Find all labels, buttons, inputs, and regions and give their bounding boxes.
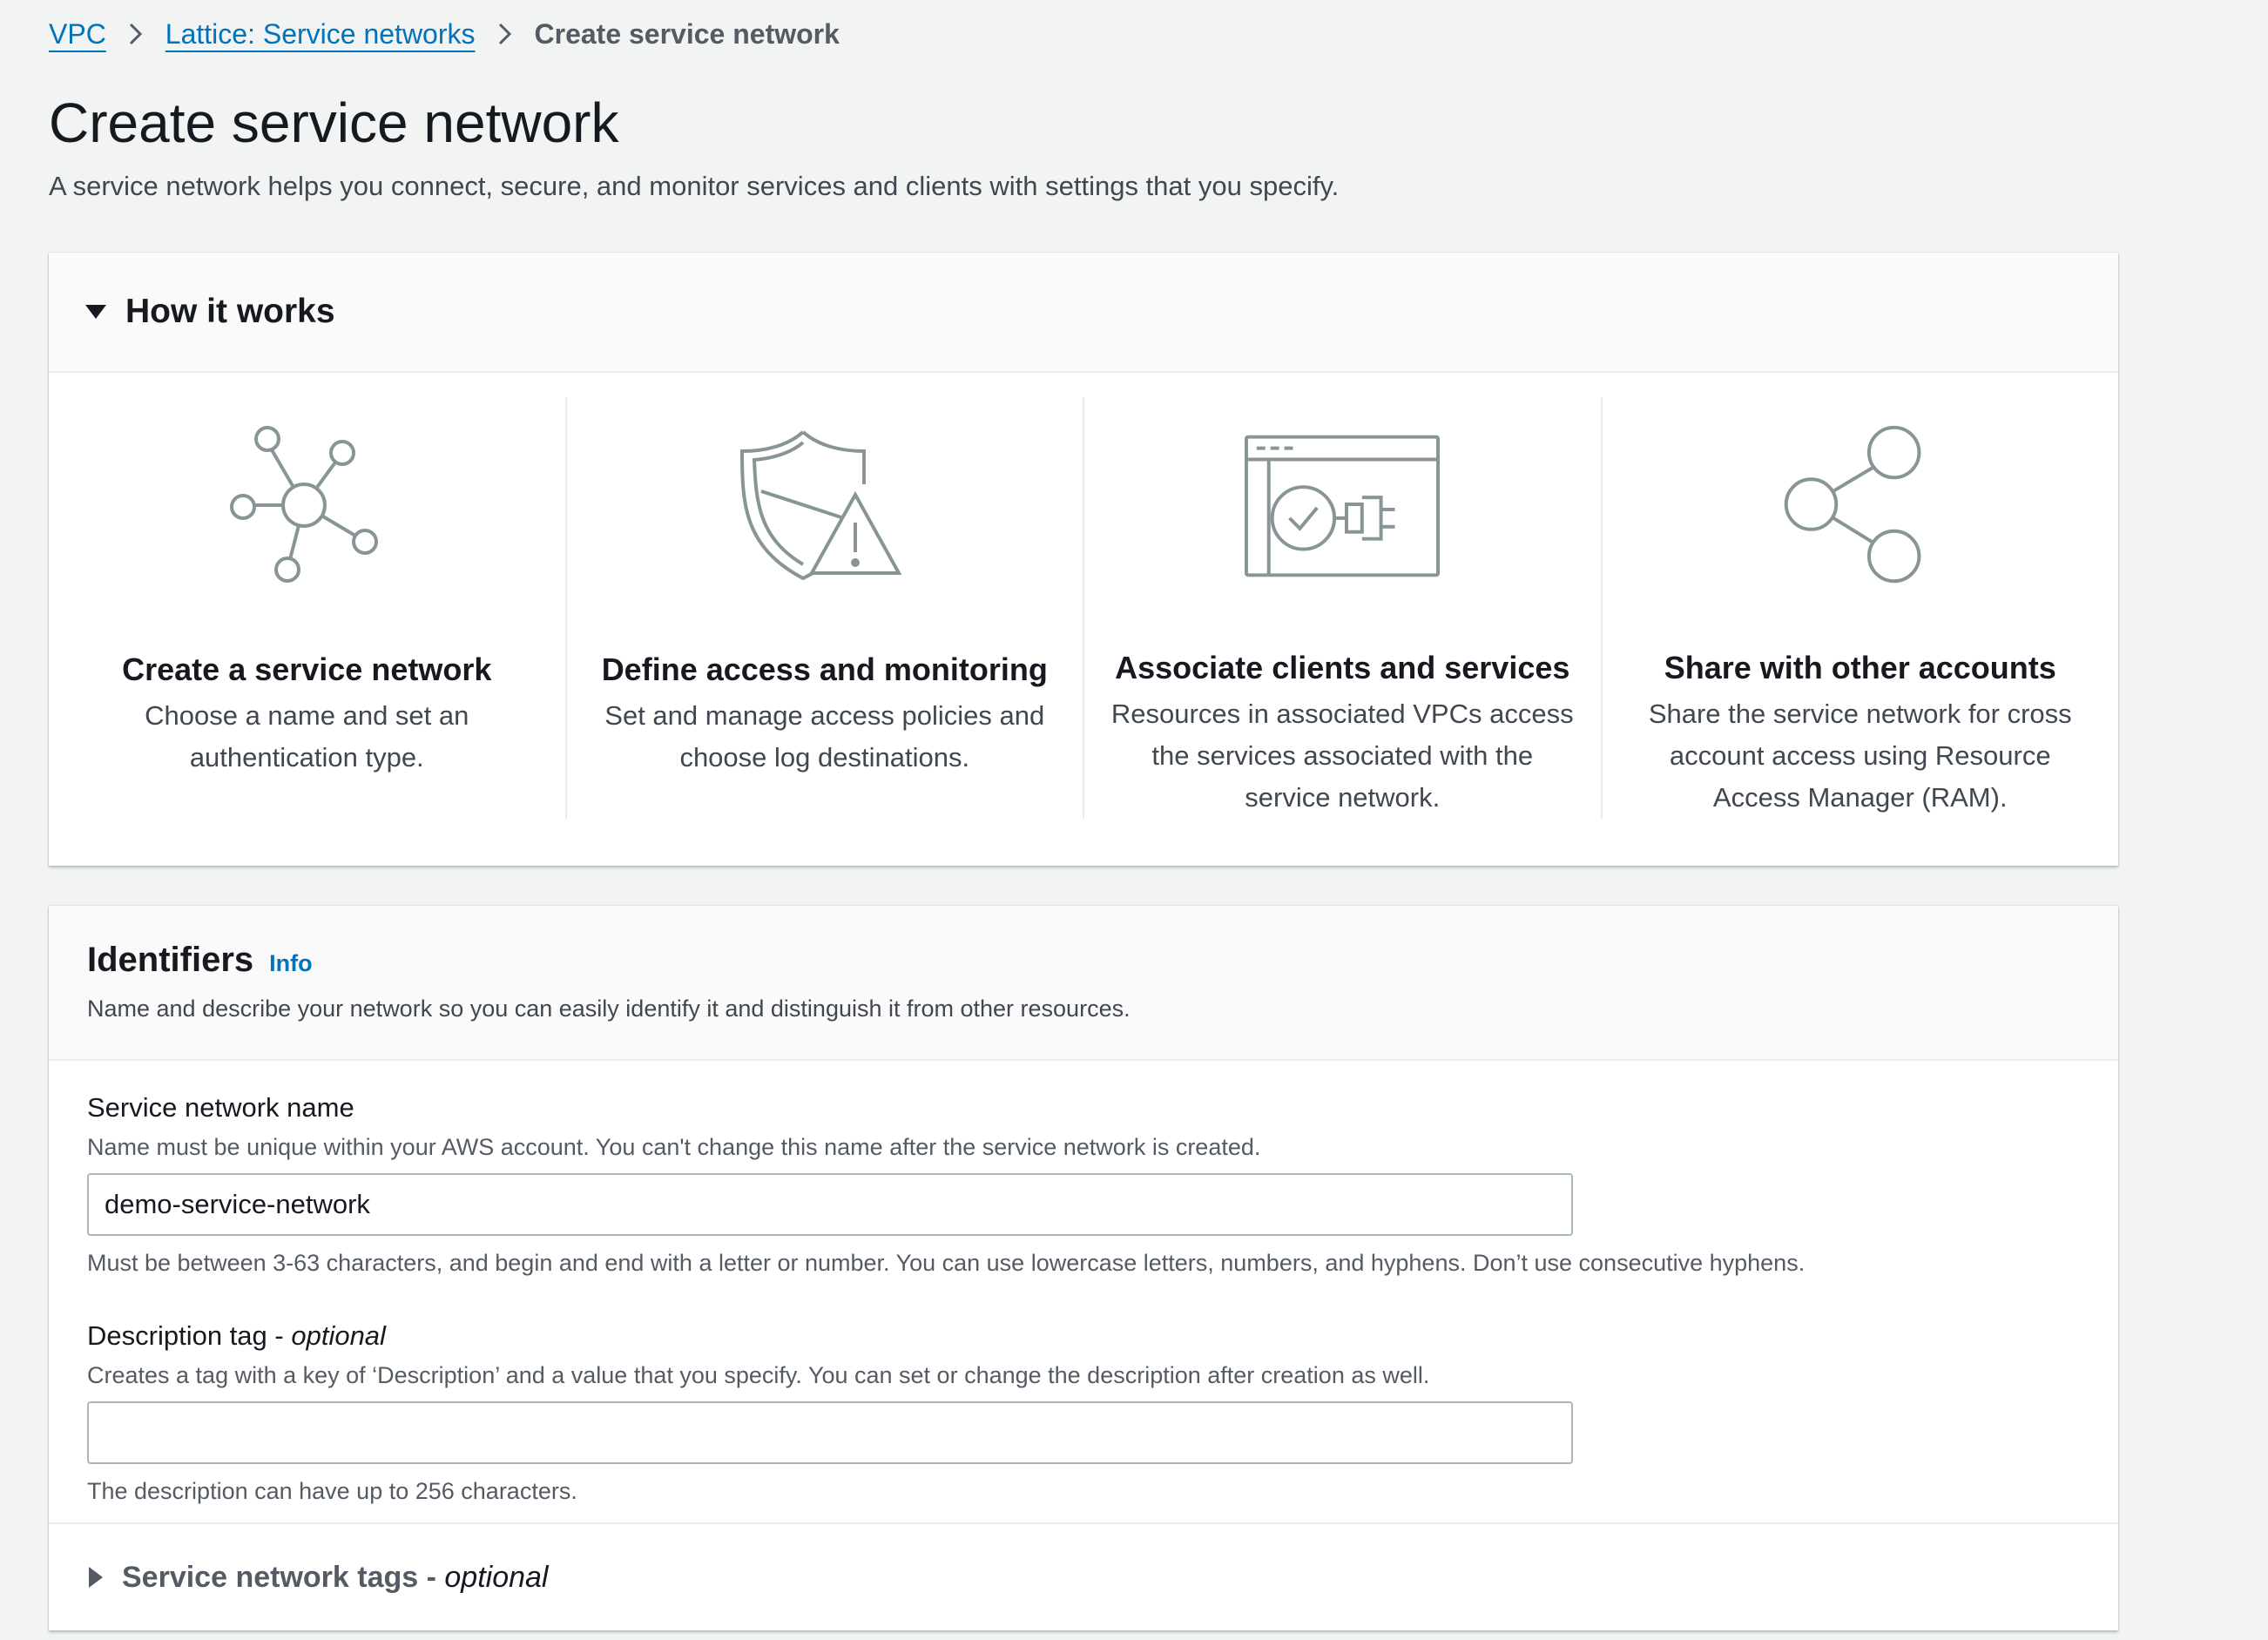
service-network-name-input[interactable] [87,1173,1573,1236]
description-tag-input[interactable] [87,1401,1573,1464]
identifiers-header [49,906,2118,1061]
step-title: Associate clients and services [1115,650,1570,685]
service-network-tags-toggle[interactable] [49,1522,2118,1630]
optional-label: optional [291,1320,386,1351]
identifiers-title: Identifiers [87,941,254,979]
breadcrumb [49,14,840,54]
step-share [1601,397,2119,819]
shield-warning-icon [725,408,925,608]
step-title: Define access and monitoring [601,651,1048,687]
step-associate [1083,397,1601,819]
service-network-tags-label: Service network tags - optional [122,1560,549,1594]
step-define [565,397,1083,819]
description-tag-description: Creates a tag with a key of ‘Description’ and a value that you specify. You can set or change the description after creation as well. [87,1362,1430,1388]
identifiers-panel [49,906,2118,1630]
description-tag-label: Description tag - optional [87,1320,386,1351]
step-description: Choose a name and set an authentication type. [145,700,469,773]
caret-down-icon [85,305,106,319]
breadcrumb-vpc-link[interactable]: VPC [49,17,106,50]
service-network-name-constraint: Must be between 3-63 characters, and begin and end with a letter or number. You can use lowercase letters, numbers, and hyphens. Don’t use consecutive hyphens. [87,1250,1806,1276]
how-it-works-title: How it works [125,293,335,330]
service-network-name-label: Service network name [87,1092,354,1123]
step-title: Create a service network [122,651,492,687]
step-create [49,397,565,819]
description-tag-label-text: Description tag [87,1320,267,1351]
how-it-works-toggle[interactable] [49,253,2118,373]
caret-right-icon [89,1567,103,1588]
service-network-tags-label-text: Service network tags [122,1560,419,1594]
page-description: A service network helps you connect, secure, and monitor services and clients with settings that you specify. [49,171,1340,201]
description-tag-constraint: The description can have up to 256 characters. [87,1478,577,1504]
page-title: Create service network [49,91,619,154]
how-it-works-panel [49,253,2118,866]
step-description: Share the service network for cross account access using Resource Access Manager (RAM). [1648,699,2072,813]
identifiers-form [49,1061,2118,1505]
share-icon [1760,408,1961,606]
chevron-right-icon [496,21,514,47]
breadcrumb-service-networks-link[interactable]: Lattice: Service networks [165,17,476,50]
step-title: Share with other accounts [1664,650,2056,685]
how-it-works-steps [49,373,2118,819]
optional-label: optional [444,1560,549,1594]
breadcrumb-current: Create service network [534,17,840,50]
step-description: Set and manage access policies and choose log destinations. [604,700,1045,773]
service-network-name-description: Name must be unique within your AWS account. You can't change this name after the service network is created. [87,1134,1261,1160]
network-hub-icon [206,408,407,608]
chevron-right-icon [127,21,145,47]
identifiers-description: Name and describe your network so you can easily identify it and distinguish it from other resources. [87,995,1131,1022]
step-description: Resources in associated VPCs access the services associated with the service network. [1110,699,1574,813]
window-plug-icon [1242,408,1442,606]
info-link[interactable]: Info [269,950,313,976]
